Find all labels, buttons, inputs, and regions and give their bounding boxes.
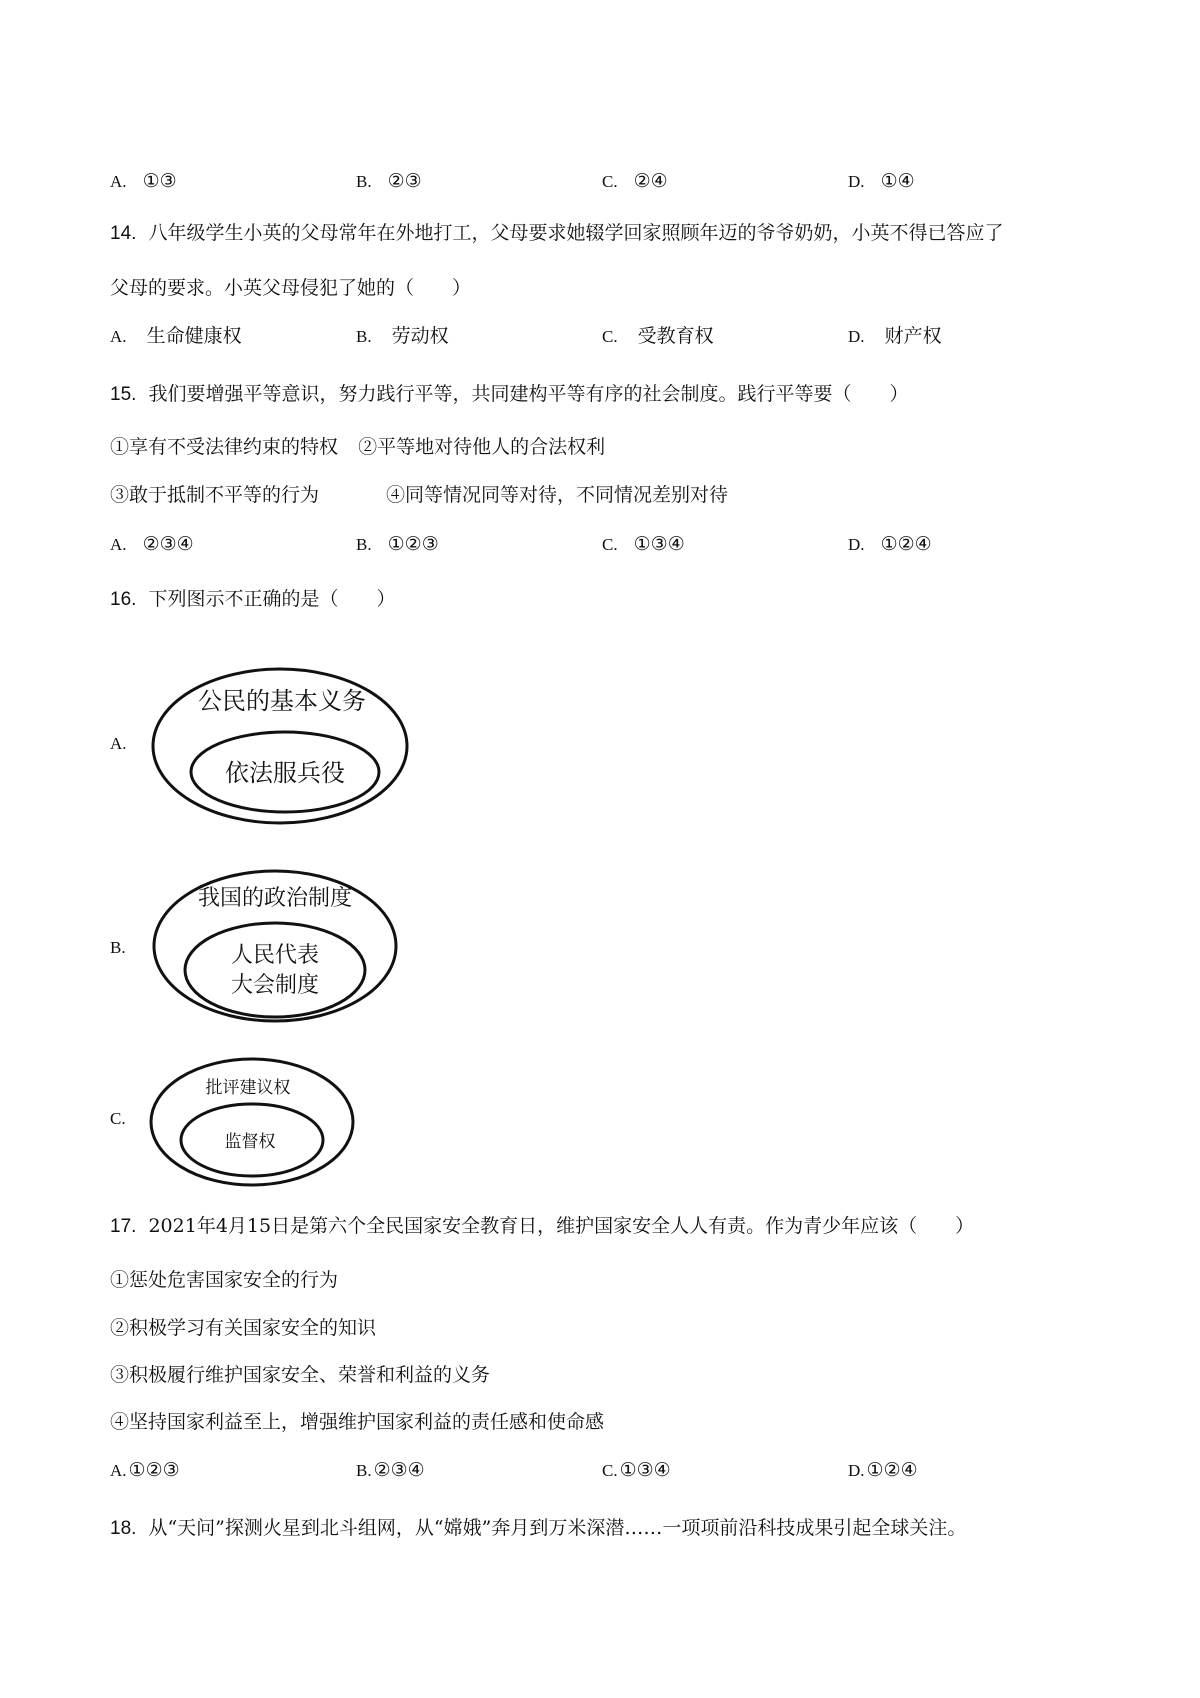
q16-stem: 16. 下列图示不正确的是（ ） xyxy=(110,588,396,610)
q16-option-c-label[interactable]: C. xyxy=(110,1109,126,1128)
q13-option-b[interactable]: B. ②③ xyxy=(356,170,422,192)
diagram-a-outer-label: 公民的基本义务 xyxy=(198,687,366,715)
q15-stem: 15. 我们要增强平等意识，努力践行平等，共同建构平等有序的社会制度。践行平等要（ ） xyxy=(110,383,909,405)
q16-option-a-label[interactable]: A. xyxy=(110,734,127,753)
q15-items-row2: ③敢于抵制不平等的行为 ④同等情况同等对待，不同情况差别对待 xyxy=(110,484,729,506)
diagram-c-outer-label: 批评建议权 xyxy=(205,1078,291,1098)
q14-option-b[interactable]: B. 劳动权 xyxy=(356,325,449,347)
diagram-c-inner-label: 监督权 xyxy=(224,1132,276,1152)
q17-option-b[interactable]: B. ②③④ xyxy=(356,1459,425,1481)
inner-ellipse xyxy=(185,923,365,1017)
diagram-b-outer-label: 我国的政治制度 xyxy=(197,886,353,911)
q17-item4: ④坚持国家利益至上，增强维护国家利益的责任感和使命感 xyxy=(110,1411,605,1433)
q17-item2: ②积极学习有关国家安全的知识 xyxy=(110,1317,377,1339)
q13-option-a[interactable]: A. ①③ xyxy=(110,170,177,192)
q15-option-a[interactable]: A. ②③④ xyxy=(110,533,194,555)
diagram-b-inner-label-line1: 人民代表 xyxy=(230,943,320,968)
q14-option-c[interactable]: C. 受教育权 xyxy=(602,325,714,347)
q13-option-d[interactable]: D. ①④ xyxy=(848,170,915,192)
q17-item1: ①惩处危害国家安全的行为 xyxy=(110,1269,339,1291)
q17-option-d[interactable]: D. ①②④ xyxy=(848,1459,918,1481)
q17-stem: 17. 2021年4月15日是第六个全民国家安全教育日，维护国家安全人人有责。作为青少年应该（ ） xyxy=(110,1215,975,1237)
q17-option-a[interactable]: A. ①②③ xyxy=(110,1459,180,1481)
q15-option-d[interactable]: D. ①②④ xyxy=(848,533,932,555)
q14-stem-line1: 14. 八年级学生小英的父母常年在外地打工，父母要求她辍学回家照顾年迈的爷爷奶奶，小英不得已答应了 xyxy=(110,222,1004,244)
q17-item3: ③积极履行维护国家安全、荣誉和利益的义务 xyxy=(110,1364,491,1386)
q16-diagram-c xyxy=(148,1055,358,1190)
q14-option-d[interactable]: D. 财产权 xyxy=(848,325,942,347)
q18-stem: 18. 从“天问”探测火星到北斗组网，从“嫦娥”奔月到万米深潜……一项项前沿科技成果引起全球关注。 xyxy=(110,1517,967,1539)
q17-option-c[interactable]: C. ①③④ xyxy=(602,1459,671,1481)
q16-option-b-label[interactable]: B. xyxy=(110,938,126,957)
q15-option-b[interactable]: B. ①②③ xyxy=(356,533,439,555)
diagram-a-inner-label: 依法服兵役 xyxy=(225,759,345,787)
q14-option-a[interactable]: A. 生命健康权 xyxy=(110,325,242,347)
q16-diagram-b xyxy=(150,866,400,1026)
q14-stem-line2: 父母的要求。小英父母侵犯了她的（ ） xyxy=(110,277,472,299)
q16-diagram-a xyxy=(150,665,430,825)
q15-option-c[interactable]: C. ①③④ xyxy=(602,533,685,555)
q13-option-c[interactable]: C. ②④ xyxy=(602,170,668,192)
diagram-b-inner-label-line2: 大会制度 xyxy=(230,973,320,998)
q15-items-row1: ①享有不受法律约束的特权 ②平等地对待他人的合法权利 xyxy=(110,436,606,458)
